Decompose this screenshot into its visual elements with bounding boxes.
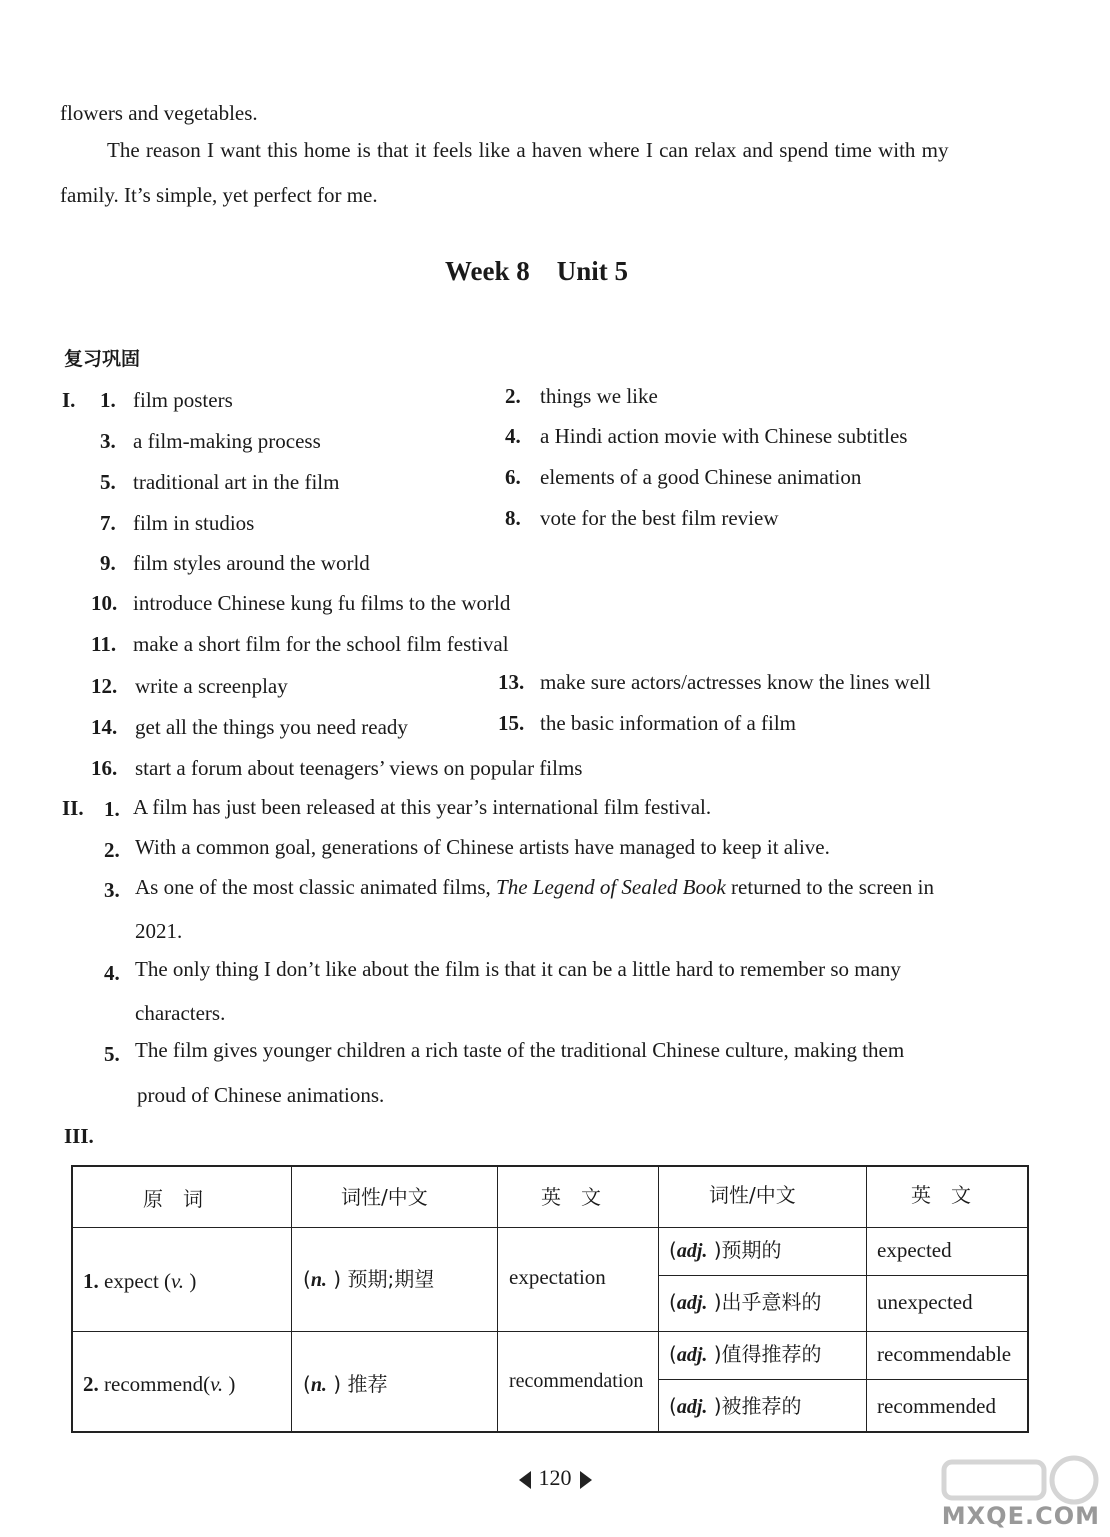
table-header-word: 原 词 xyxy=(143,1187,203,1211)
part-2-item-number: 1. xyxy=(104,797,120,821)
part-1-item-text: elements of a good Chinese animation xyxy=(540,465,862,489)
part-2-item-text: As one of the most classic animated films, The Legend of Sealed Book returned to the screen in xyxy=(135,875,934,899)
part-1-item-text: vote for the best film review xyxy=(540,506,779,530)
part-1-item-text: film posters xyxy=(133,388,233,412)
part-1-item-text: a film-making process xyxy=(133,429,321,453)
table-row-1-sub-1-english: expected xyxy=(877,1238,952,1262)
part-1-item-number: 9. xyxy=(100,551,116,575)
part-3-label: III. xyxy=(64,1124,94,1148)
part-2-item-text: The film gives younger children a rich taste of the traditional Chinese culture, making them xyxy=(135,1038,905,1062)
part-1-item-text: write a screenplay xyxy=(135,674,288,698)
part-1-item-text: introduce Chinese kung fu films to the world xyxy=(133,591,511,615)
part-2-item-number: 5. xyxy=(104,1042,120,1066)
part-1-item-number: 11. xyxy=(91,632,117,656)
part-2-item-continuation: 2021. xyxy=(135,919,183,943)
part-1-item-number: 10. xyxy=(91,591,118,615)
intro-line-3: family. It’s simple, yet perfect for me. xyxy=(60,183,378,207)
table-row-1-pos: (n. ) 预期;期望 xyxy=(303,1267,435,1291)
table-header-pos-1: 词性/中文 xyxy=(341,1185,428,1209)
part-2-item-continuation: characters. xyxy=(135,1001,226,1025)
part-1-item-text: make a short film for the school film festival xyxy=(133,632,509,656)
part-1-item-number: 7. xyxy=(100,511,116,535)
part-1-item-text: film styles around the world xyxy=(133,551,370,575)
table-header-english-2: 英 文 xyxy=(911,1183,971,1207)
table-row-1-sub-2-english: unexpected xyxy=(877,1290,973,1314)
part-1-item-number: 16. xyxy=(91,756,118,780)
part-1-item-text: a Hindi action movie with Chinese subtitles xyxy=(540,424,908,448)
part-1-item-number: 13. xyxy=(498,670,525,694)
watermark-text: MXQE.COM xyxy=(941,1502,1100,1530)
part-2-item-text: With a common goal, generations of Chinese artists have managed to keep it alive. xyxy=(135,835,830,859)
part-1-item-number: 4. xyxy=(505,424,521,448)
part-1-item-number: 3. xyxy=(100,429,116,453)
table-row-1-word: 1. expect (v. ) xyxy=(83,1269,197,1293)
part-2-item-text: The only thing I don’t like about the film is that it can be a little hard to remember so many xyxy=(135,957,901,981)
word-form-table xyxy=(71,1165,1029,1433)
part-1-item-text: the basic information of a film xyxy=(540,711,797,735)
part-1-item-text: get all the things you need ready xyxy=(135,715,408,739)
table-row-2-sub-2-pos: (adj. )被推荐的 xyxy=(669,1394,802,1418)
table-row-2-sub-1-pos: (adj. )值得推荐的 xyxy=(669,1342,822,1366)
part-2-item-continuation: proud of Chinese animations. xyxy=(137,1083,385,1107)
intro-line-1: flowers and vegetables. xyxy=(60,101,258,125)
part-1-item-number: 12. xyxy=(91,674,118,698)
part-1-item-number: 5. xyxy=(100,470,116,494)
prev-arrow-icon xyxy=(519,1471,531,1489)
part-1-item-text: film in studios xyxy=(133,511,255,535)
table-header-pos-2: 词性/中文 xyxy=(709,1183,796,1207)
part-1-item-text: traditional art in the film xyxy=(133,470,340,494)
part-1-item-text: start a forum about teenagers’ views on popular films xyxy=(135,756,583,780)
intro-line-2: The reason I want this home is that it feels like a haven where I can relax and spend time with my xyxy=(107,138,949,162)
table-row-2-sub-2-english: recommended xyxy=(877,1394,996,1418)
part-1-item-text: make sure actors/actresses know the lines well xyxy=(540,670,931,694)
part-2-item-number: 3. xyxy=(104,878,120,902)
next-arrow-icon xyxy=(580,1471,592,1489)
table-row-1-sub-1-pos: (adj. )预期的 xyxy=(669,1238,782,1262)
part-2-item-number: 2. xyxy=(104,838,120,862)
part-1-item-number: 6. xyxy=(505,465,521,489)
page-title: Week 8 Unit 5 xyxy=(445,256,629,286)
page-number: 120 xyxy=(538,1465,572,1490)
part-1-item-number: 1. xyxy=(100,388,116,412)
part-2-item-number: 4. xyxy=(104,961,120,985)
table-row-2-sub-1-english: recommendable xyxy=(877,1342,1012,1366)
table-row-2-pos: (n. ) 推荐 xyxy=(303,1372,388,1396)
part-1-item-number: 2. xyxy=(505,384,521,408)
part-1-item-number: 8. xyxy=(505,506,521,530)
table-header-english-1: 英 文 xyxy=(541,1185,601,1209)
table-row-1-english: expectation xyxy=(509,1265,606,1289)
section-heading: 复习巩固 xyxy=(64,348,141,370)
part-2-label: II. xyxy=(62,796,84,820)
table-row-2-english: recommendation xyxy=(509,1370,644,1392)
part-1-item-number: 15. xyxy=(498,711,525,735)
table-row-1-sub-2-pos: (adj. )出乎意料的 xyxy=(669,1290,822,1314)
part-1-item-text: things we like xyxy=(540,384,658,408)
part-2-item-text: A film has just been released at this year’s international film festival. xyxy=(133,795,712,819)
part-1-item-number: 14. xyxy=(91,715,118,739)
table-row-2-word: 2. recommend(v. ) xyxy=(83,1372,236,1396)
part-1-label: I. xyxy=(62,388,76,412)
